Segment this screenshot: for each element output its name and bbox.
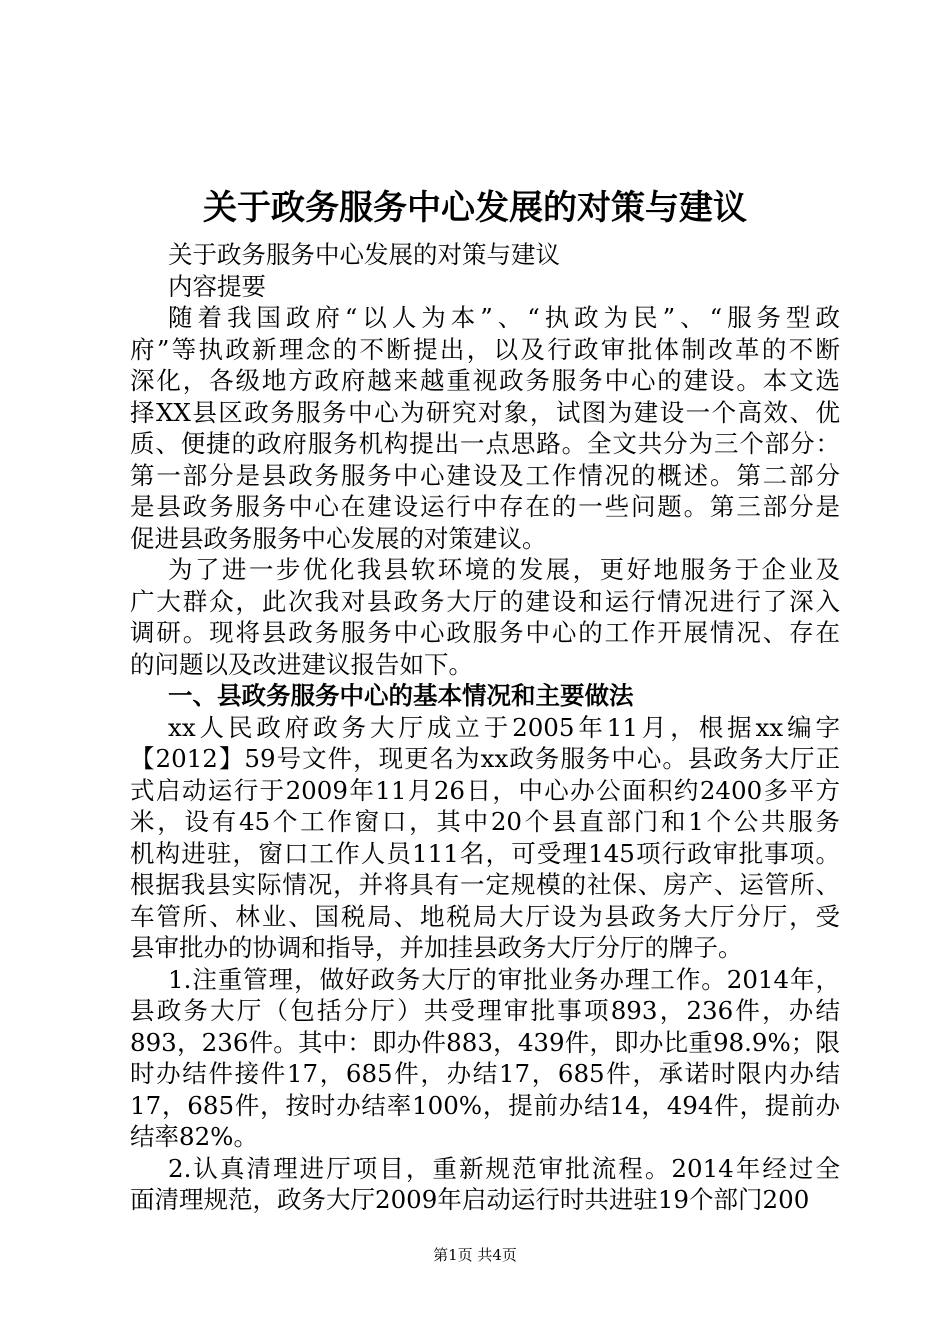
section-heading: [130, 680, 840, 712]
paragraph: [130, 271, 840, 303]
text-line: 深化，各级地方政府越来越重视政务服务中心的建设。本文选: [130, 366, 840, 395]
document-title: 关于政务服务中心发展的对策与建议: [203, 188, 747, 228]
text-line: 府”等执政新理念的不断提出，以及行政审批体制改革的不断: [130, 334, 840, 364]
text-line: 米，设有45个工作窗口，其中20个县直部门和1个公共服务: [130, 807, 840, 836]
text-line: 质、便捷的政府服务机构提出一点思路。全文共分为三个部分：: [130, 429, 840, 458]
text-line: 是县政务服务中心在建设运行中存在的一些问题。第三部分是: [130, 492, 840, 521]
text-line: 一、县政务服务中心的基本情况和主要做法: [168, 681, 634, 710]
text-line: 县政务大厅（包括分厅）共受理审批事项893，236件，办结: [130, 996, 840, 1025]
paragraph: [130, 1153, 840, 1216]
text-line: 关于政务服务中心发展的对策与建议: [168, 240, 560, 269]
text-line: 第一部分是县政务服务中心建设及工作情况的概述。第二部分: [130, 460, 840, 490]
text-line: 促进县政务服务中心发展的对策建议。: [130, 523, 547, 553]
text-line: 车管所、林业、国税局、地税局大厅设为县政务大厅分厅，受: [130, 901, 840, 931]
text-line: 时办结件接件17，685件，办结17，685件，承诺时限内办结: [130, 1059, 840, 1088]
text-line: xx人民政府政务大厅成立于2005年11月，根据xx编字: [168, 712, 840, 742]
text-line: 为了进一步优化我县软环境的发展，更好地服务于企业及: [168, 555, 840, 584]
paragraph: [130, 302, 840, 554]
text-line: 广大群众，此次我对县政务大厅的建设和运行情况进行了深入: [130, 586, 840, 616]
text-line: 机构进驻，窗口工作人员111名，可受理145项行政审批事项。: [130, 838, 840, 868]
text-line: 根据我县实际情况，并将具有一定规模的社保、房产、运管所、: [130, 870, 840, 899]
page-footer: 第1页 共4页: [433, 1246, 517, 1264]
text-line: 面清理规范，政务大厅2009年启动运行时共进驻19个部门200: [130, 1185, 810, 1214]
text-line: 【2012】59号文件，现更名为xx政务服务中心。县政务大厅正: [130, 744, 840, 773]
paragraph: [130, 239, 840, 271]
text-line: 893，236件。其中：即办件883，439件，即办比重98.9%；限: [130, 1027, 840, 1057]
text-line: 式启动运行于2009年11月26日，中心办公面积约2400多平方: [130, 775, 840, 805]
text-line: 随着我国政府“以人为本”、“执政为民”、“服务型政: [168, 303, 840, 332]
text-line: 调研。现将县政务服务中心政服务中心的工作开展情况、存在: [130, 618, 840, 647]
text-line: 1.注重管理，做好政务大厅的审批业务办理工作。2014年，: [168, 964, 840, 994]
text-line: 结率82%。: [130, 1122, 258, 1151]
text-line: 内容提要: [168, 271, 266, 301]
paragraph: [130, 712, 840, 964]
text-line: 县审批办的协调和指导，并加挂县政务大厅分厅的牌子。: [130, 933, 743, 962]
document-body: [130, 239, 840, 1216]
paragraph: [130, 964, 840, 1153]
text-line: 2.认真清理进厅项目，重新规范审批流程。2014年经过全: [168, 1153, 840, 1183]
text-line: 17，685件，按时办结率100%，提前办结14，494件，提前办: [130, 1090, 840, 1120]
paragraph: [130, 554, 840, 680]
text-line: 的问题以及改进建议报告如下。: [130, 649, 473, 679]
text-line: 择XX县区政务服务中心为研究对象，试图为建设一个高效、优: [130, 397, 840, 427]
